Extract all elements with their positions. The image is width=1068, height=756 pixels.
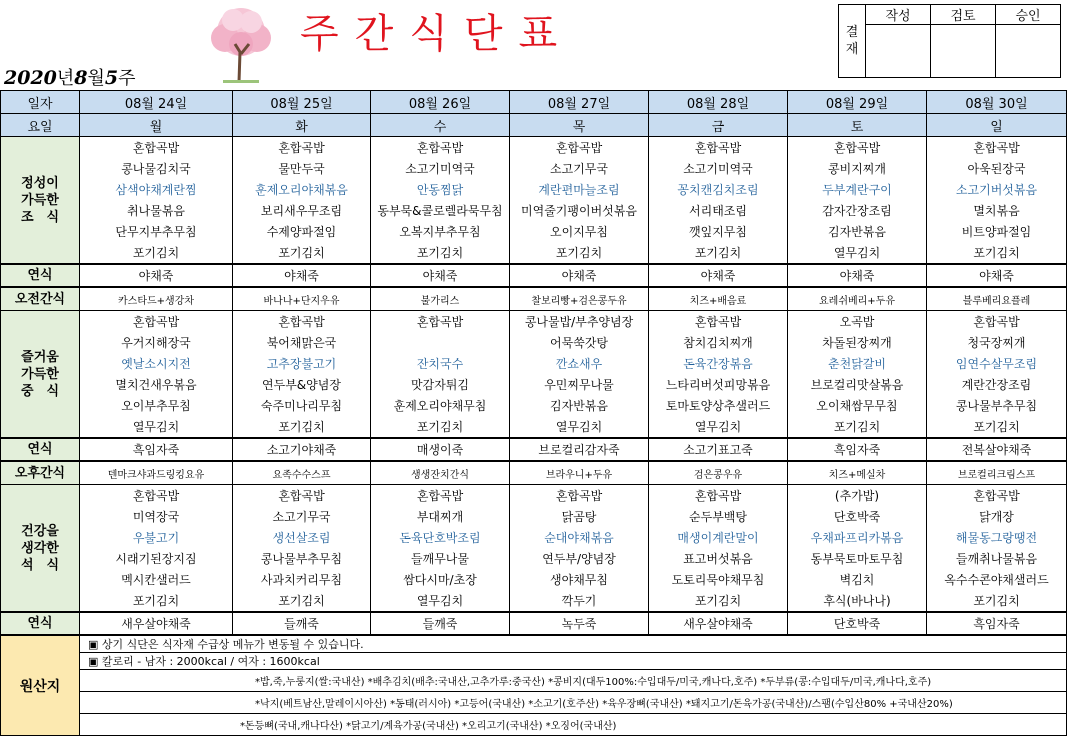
menu-item: 혼합곡밥 <box>510 137 649 159</box>
weekday-cell: 월 <box>80 114 233 137</box>
snack-am-item: 카스타드+생강차 <box>80 287 233 311</box>
menu-item: 감자간장조림 <box>788 200 927 221</box>
date-cell: 08월 27일 <box>510 91 649 114</box>
menu-item: 혼합곡밥 <box>233 137 371 159</box>
menu-item: 미역장국 <box>80 506 233 527</box>
menu-item: 포기김치 <box>80 590 233 612</box>
breakfast-row <box>1 200 1067 221</box>
menu-item: 깻잎지무침 <box>649 221 788 242</box>
porridge-lunch-item: 전복살야채죽 <box>927 438 1067 461</box>
menu-item: 표고버섯볶음 <box>649 548 788 569</box>
date-row <box>1 91 1067 114</box>
menu-item: 매생이계란말이 <box>649 527 788 548</box>
menu-item: 혼합곡밥 <box>80 137 233 159</box>
menu-item: 오곡밥 <box>788 311 927 333</box>
menu-item: 북어채맑은국 <box>233 332 371 353</box>
weekday-cell: 수 <box>371 114 510 137</box>
porridge-dinner-label: 연식 <box>1 612 80 635</box>
menu-item: 포기김치 <box>649 590 788 612</box>
lunch-row <box>1 353 1067 374</box>
snack-am-item: 찰보리빵+검은콩두유 <box>510 287 649 311</box>
menu-item: 단무지부추무침 <box>80 221 233 242</box>
menu-item: 물만두국 <box>233 158 371 179</box>
menu-item: 꽁치캔김치조림 <box>649 179 788 200</box>
menu-item: 혼합곡밥 <box>233 485 371 507</box>
snack-am-item: 블루베리요플레 <box>927 287 1067 311</box>
dinner-row <box>1 548 1067 569</box>
menu-item: 들깨무나물 <box>371 548 510 569</box>
menu-item: 혼합곡밥 <box>371 137 510 159</box>
menu-item: 콩나물부추무침 <box>927 395 1067 416</box>
origin-line-row <box>1 692 1067 714</box>
menu-item: 수제양파절임 <box>233 221 371 242</box>
menu-item: 잔치국수 <box>371 353 510 374</box>
menu-item: 생선살조림 <box>233 527 371 548</box>
menu-item: 순두부백탕 <box>649 506 788 527</box>
porridge-lunch-item: 소고기표고죽 <box>649 438 788 461</box>
menu-item: 시래기된장지짐 <box>80 548 233 569</box>
porridge-breakfast-item: 야채죽 <box>649 264 788 287</box>
menu-item: 멸치건새우볶음 <box>80 374 233 395</box>
lunch-row <box>1 374 1067 395</box>
menu-item: 열무김치 <box>371 590 510 612</box>
porridge-breakfast-item: 야채죽 <box>371 264 510 287</box>
dinner-row <box>1 590 1067 612</box>
menu-item: 소고기무국 <box>233 506 371 527</box>
menu-item: 아욱된장국 <box>927 158 1067 179</box>
menu-item: 어묵쑥갓탕 <box>510 332 649 353</box>
breakfast-row <box>1 242 1067 264</box>
menu-item: 사과치커리무침 <box>233 569 371 590</box>
menu-item: 미역줄기팽이버섯볶음 <box>510 200 649 221</box>
menu-item: 혼합곡밥 <box>927 137 1067 159</box>
weekday-cell: 일 <box>927 114 1067 137</box>
porridge-breakfast-item: 야채죽 <box>510 264 649 287</box>
menu-item: 삼색야채계란찜 <box>80 179 233 200</box>
date-cell: 08월 29일 <box>788 91 927 114</box>
porridge-dinner-item: 새우살야채죽 <box>649 612 788 635</box>
origin-line: *밥,죽,누룽지(쌀:국내산) *배추김치(배추:국내산,고추가루:중국산) *콩비지(대두100%:수입대두/미국,캐나다,호주) *두부류(콩:수입대두/미국,캐나다,호주) <box>80 670 1067 692</box>
approval-sign-write[interactable] <box>866 25 931 78</box>
porridge-dinner-row <box>1 612 1067 635</box>
menu-item: 포기김치 <box>233 242 371 264</box>
porridge-dinner-item: 녹두죽 <box>510 612 649 635</box>
approval-sign-approve[interactable] <box>996 25 1061 78</box>
menu-item: 돈육간장볶음 <box>649 353 788 374</box>
menu-item: 해물동그랑땡전 <box>927 527 1067 548</box>
menu-item: 열무김치 <box>788 242 927 264</box>
menu-item: 청국장찌개 <box>927 332 1067 353</box>
menu-table <box>0 90 1067 736</box>
menu-item: 깐쇼새우 <box>510 353 649 374</box>
porridge-breakfast-item: 야채죽 <box>233 264 371 287</box>
origin-line-row <box>1 714 1067 736</box>
menu-item <box>371 332 510 353</box>
date-cell: 08월 25일 <box>233 91 371 114</box>
snack-am-label: 오전간식 <box>1 287 80 311</box>
porridge-breakfast-item: 야채죽 <box>927 264 1067 287</box>
menu-item: 혼합곡밥 <box>510 485 649 507</box>
menu-item: 소고기미역국 <box>371 158 510 179</box>
lunch-section-label: 즐거움 가득한 중 식 <box>1 311 80 439</box>
menu-item: 우민찌무나물 <box>510 374 649 395</box>
breakfast-row <box>1 158 1067 179</box>
week-label: 2020년8월5주 <box>4 67 136 89</box>
breakfast-row <box>1 137 1067 159</box>
breakfast-section-label: 정성이 가득한 조 식 <box>1 137 80 265</box>
menu-item: 참치김치찌개 <box>649 332 788 353</box>
menu-item: 우거지해장국 <box>80 332 233 353</box>
menu-item: 임연수살무조림 <box>927 353 1067 374</box>
menu-item: 포기김치 <box>788 416 927 438</box>
menu-item: 서리태조림 <box>649 200 788 221</box>
lunch-row <box>1 395 1067 416</box>
snack-pm-label: 오후간식 <box>1 461 80 485</box>
snack-pm-item: 브라우니+두유 <box>510 461 649 485</box>
menu-item: 포기김치 <box>927 590 1067 612</box>
approval-sign-review[interactable] <box>931 25 996 78</box>
menu-item: 동부묵&콜로렐라묵무침 <box>371 200 510 221</box>
origin-line-row <box>1 670 1067 692</box>
menu-item: 혼합곡밥 <box>927 311 1067 333</box>
menu-item: 순대야채볶음 <box>510 527 649 548</box>
menu-item: 연두부/양념장 <box>510 548 649 569</box>
menu-item: 멕시칸샐러드 <box>80 569 233 590</box>
lunch-row <box>1 416 1067 438</box>
menu-item: (추가밥) <box>788 485 927 507</box>
menu-item: 김자반볶음 <box>510 395 649 416</box>
menu-item: 계란편마늘조림 <box>510 179 649 200</box>
snack-pm-item: 치즈+메실차 <box>788 461 927 485</box>
menu-item: 닭곰탕 <box>510 506 649 527</box>
lunch-row <box>1 311 1067 333</box>
menu-item: 콩비지찌개 <box>788 158 927 179</box>
approval-col-review: 검토 <box>931 5 996 25</box>
menu-item: 오이부추무침 <box>80 395 233 416</box>
snack-pm-item: 브로컬리크림스프 <box>927 461 1067 485</box>
menu-item: 비트양파절임 <box>927 221 1067 242</box>
origin-note: ▣ 칼로리 - 남자 : 2000kcal / 여자 : 1600kcal <box>80 653 1067 670</box>
snack-am-item: 불가리스 <box>371 287 510 311</box>
snack-pm-item: 요족수수스프 <box>233 461 371 485</box>
weekday-cell: 금 <box>649 114 788 137</box>
menu-item: 깍두기 <box>510 590 649 612</box>
menu-item: 혼합곡밥 <box>927 485 1067 507</box>
menu-item: 우불고기 <box>80 527 233 548</box>
menu-item: 옛날소시지전 <box>80 353 233 374</box>
menu-item: 취나물볶음 <box>80 200 233 221</box>
weekday-label: 요일 <box>1 114 80 137</box>
date-cell: 08월 30일 <box>927 91 1067 114</box>
page-title: 주간식단표 <box>300 11 574 57</box>
menu-item: 생야채무침 <box>510 569 649 590</box>
porridge-breakfast-item: 야채죽 <box>80 264 233 287</box>
origin-line: *낙지(베트남산,말레이시아산) *동태(러시아) *고등어(국내산) *소고기(호주산) *육우장뼈(국내산) *돼지고기/돈육가공(국내산)/스팸(수입산80% +국내산20%) <box>80 692 1067 714</box>
origin-note-row <box>1 653 1067 670</box>
weekday-cell: 목 <box>510 114 649 137</box>
menu-item: 보리새우무조림 <box>233 200 371 221</box>
menu-item: 혼합곡밥 <box>788 137 927 159</box>
menu-item: 훈제오리야채볶음 <box>233 179 371 200</box>
menu-item: 훈제오리야채무침 <box>371 395 510 416</box>
menu-item: 계란간장조림 <box>927 374 1067 395</box>
menu-item: 도토리묵야채무침 <box>649 569 788 590</box>
menu-item: 동부묵토마토무침 <box>788 548 927 569</box>
origin-note-row <box>1 635 1067 653</box>
menu-item: 토마토양상추샐러드 <box>649 395 788 416</box>
menu-item: 소고기버섯볶음 <box>927 179 1067 200</box>
menu-item: 닭개장 <box>927 506 1067 527</box>
porridge-breakfast-row <box>1 264 1067 287</box>
porridge-dinner-item: 단호박죽 <box>788 612 927 635</box>
cherry-blossom-tree-icon <box>205 4 277 84</box>
menu-item: 소고기무국 <box>510 158 649 179</box>
origin-label: 원산지 <box>1 635 80 736</box>
date-cell: 08월 24일 <box>80 91 233 114</box>
menu-item: 옥수수콘야채샐러드 <box>927 569 1067 590</box>
porridge-dinner-item: 들깨죽 <box>371 612 510 635</box>
menu-item: 혼합곡밥 <box>233 311 371 333</box>
menu-item: 포기김치 <box>649 242 788 264</box>
porridge-lunch-label: 연식 <box>1 438 80 461</box>
snack-am-item: 요레쉬베리+두유 <box>788 287 927 311</box>
menu-item: 포기김치 <box>233 416 371 438</box>
porridge-lunch-item: 흑임자죽 <box>80 438 233 461</box>
menu-item: 혼합곡밥 <box>649 485 788 507</box>
snack-am-item: 바나나+단지우유 <box>233 287 371 311</box>
menu-item: 혼합곡밥 <box>649 137 788 159</box>
menu-item: 혼합곡밥 <box>371 485 510 507</box>
menu-item: 안동찜닭 <box>371 179 510 200</box>
menu-item: 콩나물부추무침 <box>233 548 371 569</box>
menu-item: 연두부&양념장 <box>233 374 371 395</box>
menu-item: 단호박죽 <box>788 506 927 527</box>
menu-item: 포기김치 <box>80 242 233 264</box>
menu-item: 콩나물밥/부추양념장 <box>510 311 649 333</box>
menu-item: 오이지무침 <box>510 221 649 242</box>
approval-col-write: 작성 <box>866 5 931 25</box>
menu-item: 부대찌개 <box>371 506 510 527</box>
date-cell: 08월 28일 <box>649 91 788 114</box>
document-header <box>0 0 1068 90</box>
menu-item: 후식(바나나) <box>788 590 927 612</box>
menu-item: 콩나물김치국 <box>80 158 233 179</box>
weekday-cell: 토 <box>788 114 927 137</box>
origin-note: ▣ 상기 식단은 식자재 수급상 메뉴가 변동될 수 있습니다. <box>80 635 1067 653</box>
breakfast-row <box>1 179 1067 200</box>
porridge-lunch-item: 소고기야채죽 <box>233 438 371 461</box>
date-label: 일자 <box>1 91 80 114</box>
porridge-dinner-item: 흑임자죽 <box>927 612 1067 635</box>
menu-item: 포기김치 <box>510 242 649 264</box>
porridge-dinner-item: 새우살야채죽 <box>80 612 233 635</box>
menu-item: 포기김치 <box>927 242 1067 264</box>
menu-item: 멸치볶음 <box>927 200 1067 221</box>
menu-item: 돈육단호박조림 <box>371 527 510 548</box>
dinner-row <box>1 506 1067 527</box>
menu-item: 혼합곡밥 <box>80 311 233 333</box>
dinner-section-label: 건강을 생각한 석 식 <box>1 485 80 613</box>
porridge-breakfast-item: 야채죽 <box>788 264 927 287</box>
weekday-row <box>1 114 1067 137</box>
menu-item: 맛감자튀김 <box>371 374 510 395</box>
menu-item: 벽김치 <box>788 569 927 590</box>
menu-item: 혼합곡밥 <box>80 485 233 507</box>
lunch-row <box>1 332 1067 353</box>
menu-item: 오복지부추무침 <box>371 221 510 242</box>
dinner-row <box>1 527 1067 548</box>
menu-item: 고추장불고기 <box>233 353 371 374</box>
menu-item: 포기김치 <box>233 590 371 612</box>
menu-item: 우채파프리카볶음 <box>788 527 927 548</box>
snack-pm-item: 검은콩우유 <box>649 461 788 485</box>
menu-item: 숙주미나리무침 <box>233 395 371 416</box>
snack-am-row <box>1 287 1067 311</box>
dinner-row <box>1 569 1067 590</box>
porridge-lunch-item: 흑임자죽 <box>788 438 927 461</box>
menu-item: 쌈다시마/초장 <box>371 569 510 590</box>
snack-pm-row <box>1 461 1067 485</box>
porridge-lunch-item: 브로컬리감자죽 <box>510 438 649 461</box>
snack-pm-item: 덴마크샤과드링킹요유 <box>80 461 233 485</box>
menu-item: 들깨취나물볶음 <box>927 548 1067 569</box>
menu-item: 포기김치 <box>927 416 1067 438</box>
menu-item: 김자반볶음 <box>788 221 927 242</box>
origin-line: *돈등뼈(국내,캐나다산) *닭고기/계육가공(국내산) *오리고기(국내산) *오징어(국내산) <box>80 714 1067 736</box>
menu-item: 춘천닭갈비 <box>788 353 927 374</box>
approval-label: 결 재 <box>839 5 866 78</box>
approval-box <box>838 4 1061 78</box>
menu-item: 브로컬리맛살볶음 <box>788 374 927 395</box>
menu-item: 혼합곡밥 <box>371 311 510 333</box>
menu-item: 혼합곡밥 <box>649 311 788 333</box>
menu-item: 포기김치 <box>371 416 510 438</box>
menu-item: 소고기미역국 <box>649 158 788 179</box>
snack-pm-item: 생생잔치간식 <box>371 461 510 485</box>
menu-item: 느타리버섯피망볶음 <box>649 374 788 395</box>
porridge-lunch-item: 매생이죽 <box>371 438 510 461</box>
porridge-breakfast-label: 연식 <box>1 264 80 287</box>
snack-am-item: 치즈+배음료 <box>649 287 788 311</box>
menu-item: 두부계란구이 <box>788 179 927 200</box>
menu-item: 열무김치 <box>510 416 649 438</box>
menu-item: 포기김치 <box>371 242 510 264</box>
porridge-lunch-row <box>1 438 1067 461</box>
menu-item: 열무김치 <box>649 416 788 438</box>
menu-item: 차돌된장찌개 <box>788 332 927 353</box>
weekday-cell: 화 <box>233 114 371 137</box>
breakfast-row <box>1 221 1067 242</box>
dinner-row <box>1 485 1067 507</box>
menu-item: 열무김치 <box>80 416 233 438</box>
date-cell: 08월 26일 <box>371 91 510 114</box>
menu-item: 오이채쌈무무침 <box>788 395 927 416</box>
porridge-dinner-item: 들깨죽 <box>233 612 371 635</box>
approval-col-approve: 승인 <box>996 5 1061 25</box>
